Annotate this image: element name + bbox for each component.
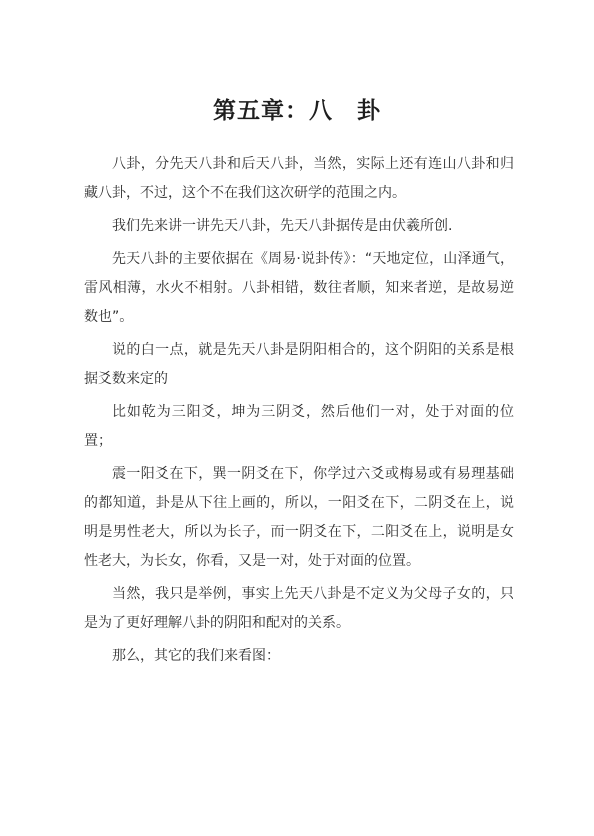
paragraph-7: 当然，我只是举例，事实上先天八卦是不定义为父母子女的，只是为了更好理解八卦的阴阳和配对的关系。: [84, 586, 514, 631]
chapter-title: 第五章：八 卦: [213, 98, 381, 124]
paragraph-1: 八卦，分先天八卦和后天八卦，当然，实际上还有连山八卦和归藏八卦，不过，这个不在我们这次研学的范围之内。: [84, 156, 514, 201]
chapter-body: [84, 150, 514, 675]
paragraph-4: 说的白一点，就是先天八卦是阴阳相合的，这个阴阳的关系是根据爻数来定的: [84, 342, 514, 387]
paragraph-5: 比如乾为三阳爻，坤为三阴爻，然后他们一对，处于对面的位置；: [84, 404, 514, 449]
paragraph-8: 那么，其它的我们来看图：: [112, 648, 280, 664]
paragraph-6: 震一阳爻在下，巽一阴爻在下，你学过六爻或梅易或有易理基础的都知道，卦是从下往上画的，所以，一阳爻在下，二阴爻在上，说明是男性老大，所以为长子，而一阴爻在下，二阳爻在上，说明是女性老大，为长女，你看，又是一对，处于对面的位置。: [84, 466, 514, 569]
paragraph-3: 先天八卦的主要依据在《周易·说卦传》：“天地定位，山泽通气，雷风相薄，水火不相射。八卦相错，数往者顺，知来者逆，是故易逆数也”。: [84, 251, 514, 325]
paragraph-2: 我们先来讲一讲先天八卦，先天八卦据传是由伏羲所创.: [112, 218, 453, 234]
